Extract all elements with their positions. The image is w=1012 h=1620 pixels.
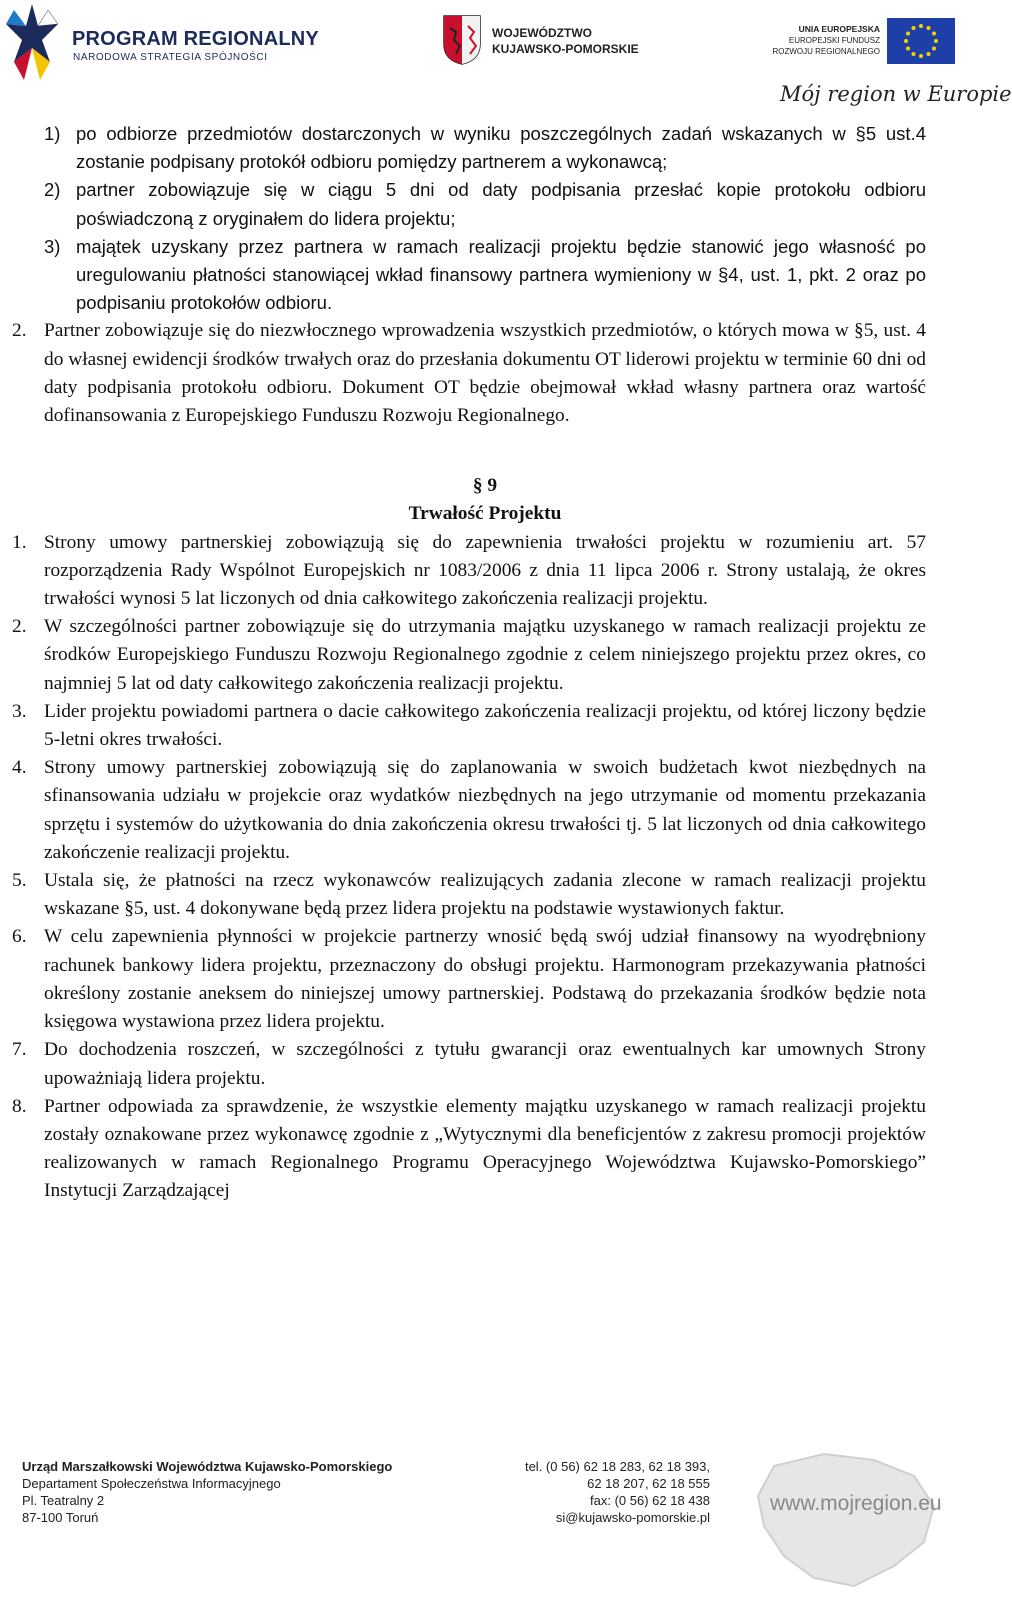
voivodeship-logo (442, 14, 662, 74)
document-body (12, 120, 926, 1206)
section-item-text: W celu zapewnienia płynności w projekcie partnerzy wnosić będą swój udział finansowy na wyodrębniony rachunek bankowy lidera projektu, przeznaczony do obsługi projektu. Harmonogram przekazywania płatności określony zostanie aneksem do niniejszej umowy partnerskiej. Podstawą do przekazania środków będzie nota księgowa wystawiona przez lidera projektu. (44, 926, 926, 1033)
list-a (44, 120, 926, 317)
footer-contact-line: fax: (0 56) 62 18 438 (590, 1493, 710, 1508)
section-item (12, 529, 926, 614)
section-item (12, 754, 926, 867)
section-item-text: Lider projektu powiadomi partnera o dacie całkowitego zakończenia realizacji projektu, od której liczony będzie 5-letni okres trwałości. (44, 700, 926, 751)
footer-address-line: Urząd Marszałkowski Województwa Kujawsko-Pomorskiego (22, 1459, 393, 1474)
footer-contact-line: 62 18 207, 62 18 555 (587, 1476, 710, 1491)
section-item-text: Partner odpowiada za sprawdzenie, że wszystkie elementy majątku uzyskanego w ramach realizacji projektu zostały oznakowane przez wykonawcę zgodnie z „Wytycznymi dla beneficjentów z zakresu promocji projektów realizowanych w ramach Regionalnego Programu Operacyjnego Województwa Kujawsko-Pomorskiego” Instytucji Zarządzającej (44, 1095, 926, 1202)
list-item-text: majątek uzyskany przez partnera w ramach realizacji projektu będzie stanowić jego własność po uregulowaniu płatności stanowiącej wkład finansowy partnera wymieniony w §4, ust. 1, pkt. 2 oraz po podpisaniu protokołów odbioru. (76, 235, 926, 314)
section-list (12, 529, 926, 1206)
eu-text (764, 24, 880, 57)
section-item (12, 1093, 926, 1206)
section-item-text: Do dochodzenia roszczeń, w szczególności z tytułu gwarancji oraz ewentualnych kar umownych Strony upoważniają lidera projektu. (44, 1039, 926, 1089)
footer-address-line: Departament Społeczeństwa Informacyjnego (22, 1476, 281, 1491)
section-item-number: 3. (12, 700, 27, 722)
section-title: Trwałość Projektu (408, 503, 562, 525)
section-item-number: 2. (12, 616, 27, 638)
point-2 (12, 317, 926, 430)
section-item-number: 4. (12, 757, 27, 779)
footer-address-line: 87-100 Toruń (22, 1510, 99, 1525)
page-header (0, 0, 1012, 115)
section-item-text: Ustala się, że płatności na rzecz wykonawców realizujących zadania zlecone w ramach realizacji projektu wskazane §5, ust. 4 dokonywane będą przez lidera projektu na podstawie wystawionych faktur. (44, 870, 926, 920)
program-regionalny-logo (4, 2, 319, 84)
eu-line1: UNIA EUROPEJSKA (798, 24, 880, 34)
program-subtitle: NARODOWA STRATEGIA SPÓJNOŚCI (73, 52, 268, 63)
list-item-number: 3) (44, 235, 61, 257)
footer-contact (470, 1458, 710, 1526)
section-item (12, 867, 926, 923)
section-item-number: 8. (12, 1095, 27, 1117)
section-heading (44, 472, 926, 528)
section-item (12, 923, 926, 1036)
voivodeship-line2: KUJAWSKO-POMORSKIE (492, 42, 639, 56)
program-star-icon (4, 2, 60, 82)
section-item-number: 7. (12, 1039, 27, 1061)
section-item (12, 698, 926, 754)
section-item-number: 1. (12, 531, 27, 553)
list-item (44, 176, 926, 232)
list-item (44, 120, 926, 176)
point-number: 2. (12, 320, 27, 342)
eu-logo (764, 18, 956, 66)
region-map-icon (734, 1446, 954, 1596)
list-item-number: 1) (44, 123, 61, 144)
region-motto: Mój region w Europie (780, 82, 1012, 106)
section-item-number: 5. (12, 870, 27, 892)
footer-email: si@kujawsko-pomorskie.pl (555, 1510, 710, 1525)
section-item (12, 613, 926, 698)
section-item-number: 6. (12, 926, 27, 948)
list-item-text: partner zobowiązuje się w ciągu 5 dni od daty podpisania przesłać kopie protokołu odbioru poświadczoną z oryginałem do lidera projektu; (76, 179, 926, 229)
section-item-text: Strony umowy partnerskiej zobowiązują się do zapewnienia trwałości projektu w rozumieniu art. 57 rozporządzenia Rady Wspólnot Europejskich nr 1083/2006 z dnia 11 lipca 2006 r. Strony ustalają, że okres trwałości wynosi 5 lat liczonych od dnia całkowitego zakończenia realizacji projektu. (44, 531, 926, 610)
voivodeship-line1: WOJEWÓDZTWO (492, 26, 592, 40)
section-item-text: Strony umowy partnerskiej zobowiązują się do zaplanowania w swoich budżetach kwot niezbędnych na sfinansowania udziału w projekcie oraz wydatków niezbędnych na jego utrzymanie od momentu przekazania sprzętu i systemów do użytkowania do dnia zakończenia okresu trwałości tj. 5 lat liczonych od dnia całkowitego zakończenie realizacji projektu. (44, 757, 926, 863)
footer-address-line: Pl. Teatralny 2 (22, 1493, 105, 1508)
list-item-number: 2) (44, 179, 61, 201)
section-item (12, 1036, 926, 1092)
program-title: PROGRAM REGIONALNY (72, 28, 319, 50)
eu-line3: ROZWOJU REGIONALNEGO (772, 47, 880, 56)
footer-address (22, 1458, 392, 1526)
list-item (44, 233, 926, 318)
section-item-text: W szczególności partner zobowiązuje się do utrzymania majątku uzyskanego w ramach realizacji projektu ze środków Europejskiego Funduszu Rozwoju Regionalnego zgodnie z celem niniejszego projektu przez okres, co najmniej 5 lat od daty całkowitego zakończenia realizacji projektu. (44, 616, 926, 694)
eu-line2: EUROPEJSKI FUNDUSZ (788, 36, 880, 45)
voivodeship-crest-icon (442, 14, 482, 66)
point-text: Partner zobowiązuje się do niezwłocznego wprowadzenia wszystkich przedmiotów, o których mowa w §5, ust. 4 do własnej ewidencji środków trwałych oraz do przesłania dokumentu OT liderowi projektu w terminie 60 dni od daty podpisania protokołu odbioru. Dokument OT będzie obejmował wkład własny partnera oraz wartość dofinansowania z Europejskiego Funduszu Rozwoju Regionalnego. (44, 320, 926, 427)
eu-flag-icon (887, 18, 955, 64)
footer-website: www.mojregion.eu (770, 1492, 942, 1515)
page-footer (0, 1440, 960, 1620)
footer-contact-line: tel. (0 56) 62 18 283, 62 18 393, (524, 1459, 710, 1474)
section-number: § 9 (472, 475, 498, 497)
list-item-text: po odbiorze przedmiotów dostarczonych w wyniku poszczególnych zadań wskazanych w §5 ust.4 zostanie podpisany protokół odbioru pomiędzy partnerem a wykonawcą; (76, 123, 926, 173)
